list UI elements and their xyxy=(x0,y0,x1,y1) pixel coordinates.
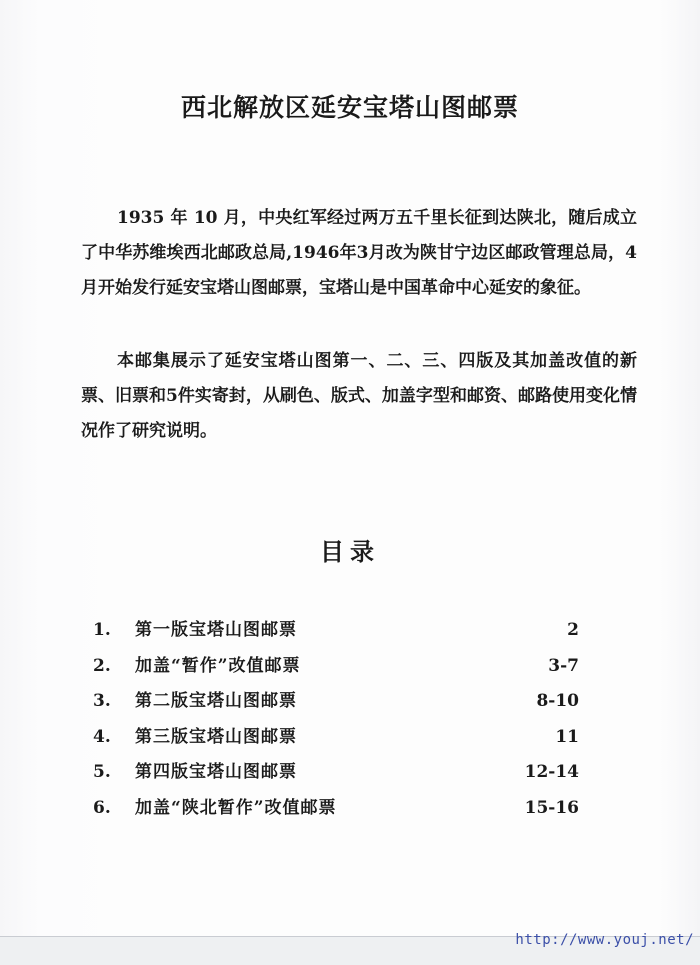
toc-item xyxy=(93,613,579,649)
toc-item-page: 15-16 xyxy=(524,797,579,818)
toc-item-number: 6. xyxy=(93,797,111,818)
toc-item xyxy=(93,684,579,720)
toc-item-label: 第三版宝塔山图邮票 xyxy=(135,726,297,747)
toc-heading: 目录 xyxy=(320,537,380,566)
toc-item-number: 5. xyxy=(93,762,111,782)
toc-item xyxy=(93,720,579,756)
toc-item-label: 加盖“陕北暂作”改值邮票 xyxy=(135,797,337,818)
intro-paragraph-2: 本邮集展示了延安宝塔山图第一、二、三、四版及其加盖改值的新票、旧票和5件实寄封，从刷色、版式、加盖字型和邮资、邮路使用变化情况作了研究说明。 xyxy=(81,351,637,441)
toc-item-page: 8-10 xyxy=(536,691,579,711)
toc-item-number: 4. xyxy=(93,726,111,747)
toc-item-page: 11 xyxy=(555,726,579,747)
toc-item xyxy=(93,649,579,685)
toc-item-label: 第一版宝塔山图邮票 xyxy=(135,620,297,640)
toc-item xyxy=(93,755,579,791)
toc-item-page: 2 xyxy=(567,620,579,640)
page-title: 西北解放区延安宝塔山图邮票 xyxy=(180,93,519,122)
toc-item xyxy=(93,791,579,827)
toc-item-page: 12-14 xyxy=(524,762,579,782)
toc-item-label: 加盖“暂作”改值邮票 xyxy=(135,655,301,676)
toc-item-number: 3. xyxy=(93,691,111,711)
intro-paragraph-1: 1935 年 10 月，中央红军经过两万五千里长征到达陕北，随后成立了中华苏维埃西北邮政总局,1946年3月改为陕甘宁边区邮政管理总局，4 月开始发行延安宝塔山图邮票，宝塔山是中国革命中心延安的象征。 xyxy=(81,208,637,298)
toc-item-label: 第二版宝塔山图邮票 xyxy=(135,691,297,711)
table-of-contents xyxy=(93,613,579,826)
toc-item-number: 2. xyxy=(93,655,111,676)
toc-item-label: 第四版宝塔山图邮票 xyxy=(135,762,297,782)
toc-item-number: 1. xyxy=(93,620,111,640)
toc-item-page: 3-7 xyxy=(548,655,579,676)
watermark-url: http://www.youj.net/ xyxy=(515,932,694,948)
